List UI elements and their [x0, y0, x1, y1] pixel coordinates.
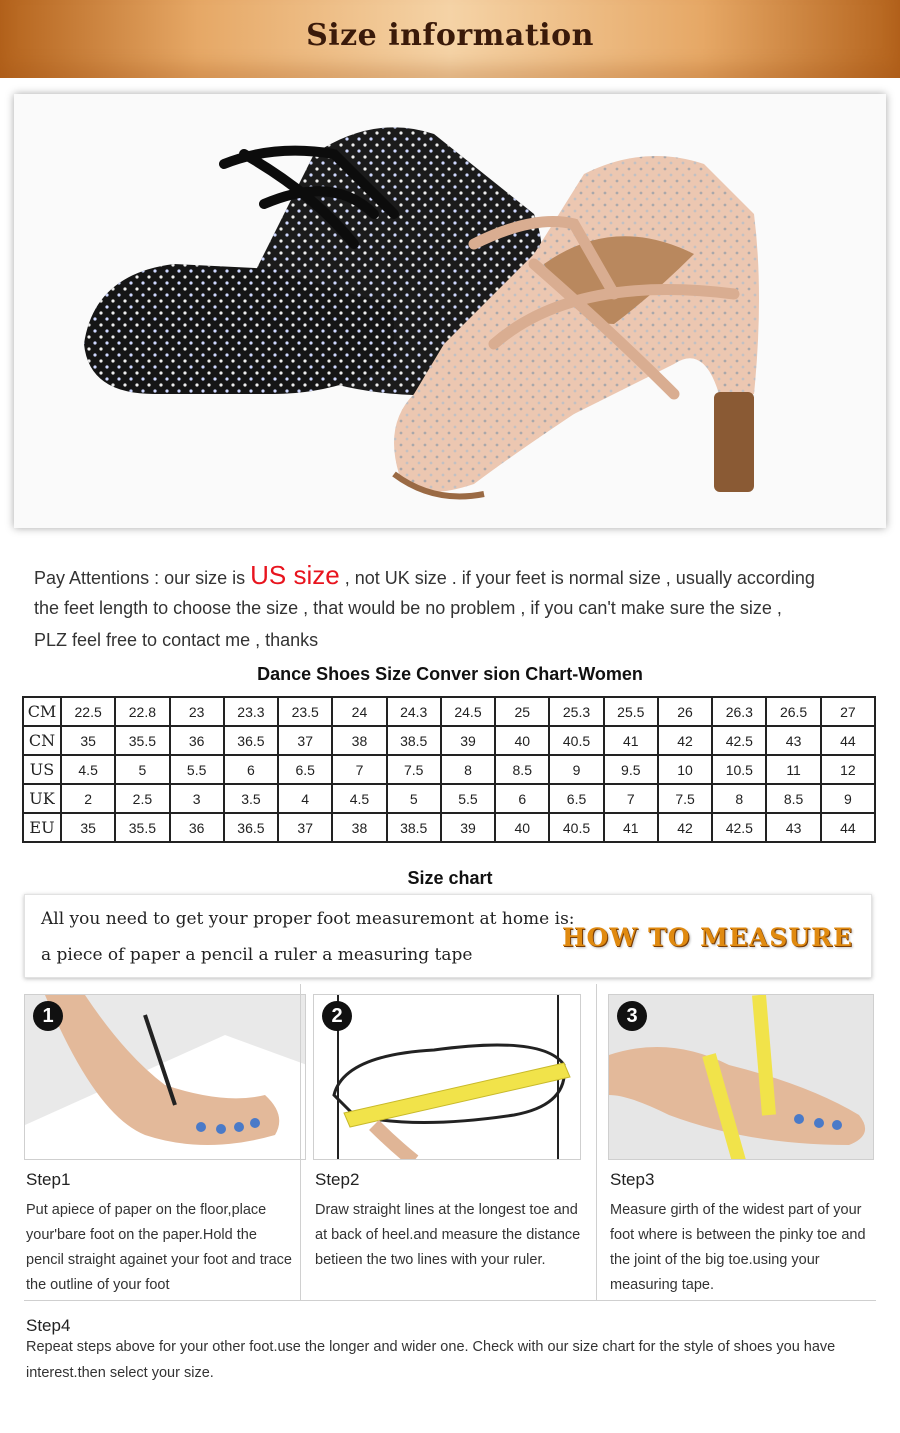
- size-cell: 41: [604, 813, 658, 842]
- size-cell: 42: [658, 726, 712, 755]
- size-cell: 4.5: [61, 755, 115, 784]
- step-3: [608, 994, 890, 1300]
- size-cell: 39: [441, 813, 495, 842]
- size-cell: 5.5: [170, 755, 224, 784]
- size-cell: 24.3: [387, 697, 441, 726]
- size-cell: 36.5: [224, 726, 278, 755]
- size-cell: 39: [441, 726, 495, 755]
- size-cell: 3.5: [224, 784, 278, 813]
- size-cell: 27: [821, 697, 875, 726]
- size-cell: 8.5: [495, 755, 549, 784]
- step-4-description: Repeat steps above for your other foot.use the longer and wider one. Check with our size chart for the style of shoes you have interest.then select your size.: [26, 1339, 836, 1381]
- size-cell: 3: [170, 784, 224, 813]
- size-cell: 43: [766, 813, 820, 842]
- size-row-header: UK: [23, 784, 61, 813]
- size-cell: 24.5: [441, 697, 495, 726]
- step-label: Step1: [26, 1170, 71, 1189]
- step-label: Step3: [610, 1170, 655, 1189]
- size-cell: 38: [332, 726, 386, 755]
- size-cell: 23.3: [224, 697, 278, 726]
- step-4-label: Step4: [26, 1316, 71, 1335]
- step-3-image: [608, 994, 874, 1160]
- size-row-us: [23, 755, 875, 784]
- size-conversion-table: [22, 696, 876, 843]
- size-row-header: CN: [23, 726, 61, 755]
- size-cell: 7.5: [658, 784, 712, 813]
- size-cell: 7.5: [387, 755, 441, 784]
- size-cell: 38.5: [387, 726, 441, 755]
- size-cell: 4: [278, 784, 332, 813]
- size-cell: 36: [170, 813, 224, 842]
- size-cell: 12: [821, 755, 875, 784]
- size-cell: 23.5: [278, 697, 332, 726]
- size-cell: 26: [658, 697, 712, 726]
- size-cell: 35: [61, 813, 115, 842]
- product-photo: [14, 94, 886, 528]
- step-1: [24, 994, 306, 1300]
- size-cell: 5: [115, 755, 169, 784]
- notice-prefix: Pay Attentions : our size is: [34, 568, 251, 588]
- dance-shoes-illustration: [14, 94, 886, 528]
- size-cell: 25.5: [604, 697, 658, 726]
- size-cell: 9: [821, 784, 875, 813]
- size-cell: 40: [495, 726, 549, 755]
- size-cell: 42.5: [712, 726, 766, 755]
- size-cell: 5: [387, 784, 441, 813]
- size-cell: 44: [821, 813, 875, 842]
- size-cell: 26.5: [766, 697, 820, 726]
- size-row-header: EU: [23, 813, 61, 842]
- step-number-badge: 1: [33, 1001, 63, 1031]
- size-cell: 44: [821, 726, 875, 755]
- size-cell: 2.5: [115, 784, 169, 813]
- size-cell: 23: [170, 697, 224, 726]
- step-description: Draw straight lines at the longest toe and at back of heel.and measure the distance betieen the two lines with your ruler.: [315, 1202, 581, 1268]
- size-cell: 35: [61, 726, 115, 755]
- size-cell: 8.5: [766, 784, 820, 813]
- size-cell: 10.5: [712, 755, 766, 784]
- size-cell: 5.5: [441, 784, 495, 813]
- notice-line-2: the feet length to choose the size , that would be no problem , if you can't make sure the size ,: [34, 598, 782, 618]
- foot-tracing-illustration: [25, 995, 306, 1160]
- us-size-highlight: US size: [250, 560, 340, 590]
- step-divider: [596, 984, 597, 1300]
- size-cell: 38.5: [387, 813, 441, 842]
- size-row-cn: [23, 726, 875, 755]
- ruler-measure-illustration: [314, 995, 581, 1160]
- size-cell: 43: [766, 726, 820, 755]
- size-chart-title: Size chart: [407, 868, 493, 888]
- size-row-header: US: [23, 755, 61, 784]
- size-cell: 37: [278, 813, 332, 842]
- size-cell: 8: [712, 784, 766, 813]
- size-cell: 40: [495, 813, 549, 842]
- step-2-image: [313, 994, 581, 1160]
- measure-intro-box: [24, 894, 872, 978]
- size-cell: 2: [61, 784, 115, 813]
- size-cell: 26.3: [712, 697, 766, 726]
- steps-bottom-divider: [24, 1300, 876, 1301]
- size-row-cm: [23, 697, 875, 726]
- size-row-uk: [23, 784, 875, 813]
- size-cell: 7: [604, 784, 658, 813]
- size-cell: 24: [332, 697, 386, 726]
- size-row-header: CM: [23, 697, 61, 726]
- size-cell: 25: [495, 697, 549, 726]
- size-cell: 6.5: [278, 755, 332, 784]
- measure-intro-line-1: All you need to get your proper foot measuremont at home is:: [41, 909, 575, 929]
- size-cell: 6: [495, 784, 549, 813]
- size-cell: 9: [549, 755, 603, 784]
- size-cell: 25.3: [549, 697, 603, 726]
- step-2: [313, 994, 595, 1300]
- size-cell: 35.5: [115, 813, 169, 842]
- page-title: Size information: [306, 18, 594, 53]
- step-number-badge: 2: [322, 1001, 352, 1031]
- size-cell: 22.8: [115, 697, 169, 726]
- size-cell: 9.5: [604, 755, 658, 784]
- size-cell: 35.5: [115, 726, 169, 755]
- size-cell: 41: [604, 726, 658, 755]
- size-cell: 36: [170, 726, 224, 755]
- size-row-eu: [23, 813, 875, 842]
- header-banner: [0, 0, 900, 78]
- size-table-title: Dance Shoes Size Conver sion Chart-Women: [257, 664, 643, 684]
- step-1-image: [24, 994, 306, 1160]
- step-label: Step2: [315, 1170, 360, 1189]
- step-description: Put apiece of paper on the floor,place your'bare foot on the paper.Hold the pencil straight againet your foot and trace the outline of your foot: [26, 1202, 292, 1293]
- size-cell: 7: [332, 755, 386, 784]
- size-cell: 6: [224, 755, 278, 784]
- how-to-measure-heading: HOW TO MEASURE: [561, 923, 853, 952]
- notice-line-3: PLZ feel free to contact me , thanks: [34, 630, 319, 650]
- size-cell: 42.5: [712, 813, 766, 842]
- notice-suffix: , not UK size . if your feet is normal size , usually according: [339, 568, 815, 588]
- size-cell: 8: [441, 755, 495, 784]
- size-cell: 40.5: [549, 726, 603, 755]
- size-cell: 40.5: [549, 813, 603, 842]
- step-divider: [300, 984, 301, 1300]
- size-notice: [34, 558, 884, 596]
- measure-intro-line-2: a piece of paper a pencil a ruler a measuring tape: [41, 945, 473, 965]
- size-cell: 36.5: [224, 813, 278, 842]
- step-description: Measure girth of the widest part of your foot where is between the pinky toe and the joint of the big toe.using your measuring tape.: [610, 1202, 866, 1293]
- size-cell: 6.5: [549, 784, 603, 813]
- tape-girth-illustration: [609, 995, 874, 1160]
- size-cell: 38: [332, 813, 386, 842]
- size-cell: 37: [278, 726, 332, 755]
- step-number-badge: 3: [617, 1001, 647, 1031]
- size-cell: 22.5: [61, 697, 115, 726]
- size-cell: 4.5: [332, 784, 386, 813]
- size-cell: 10: [658, 755, 712, 784]
- size-cell: 11: [766, 755, 820, 784]
- size-cell: 42: [658, 813, 712, 842]
